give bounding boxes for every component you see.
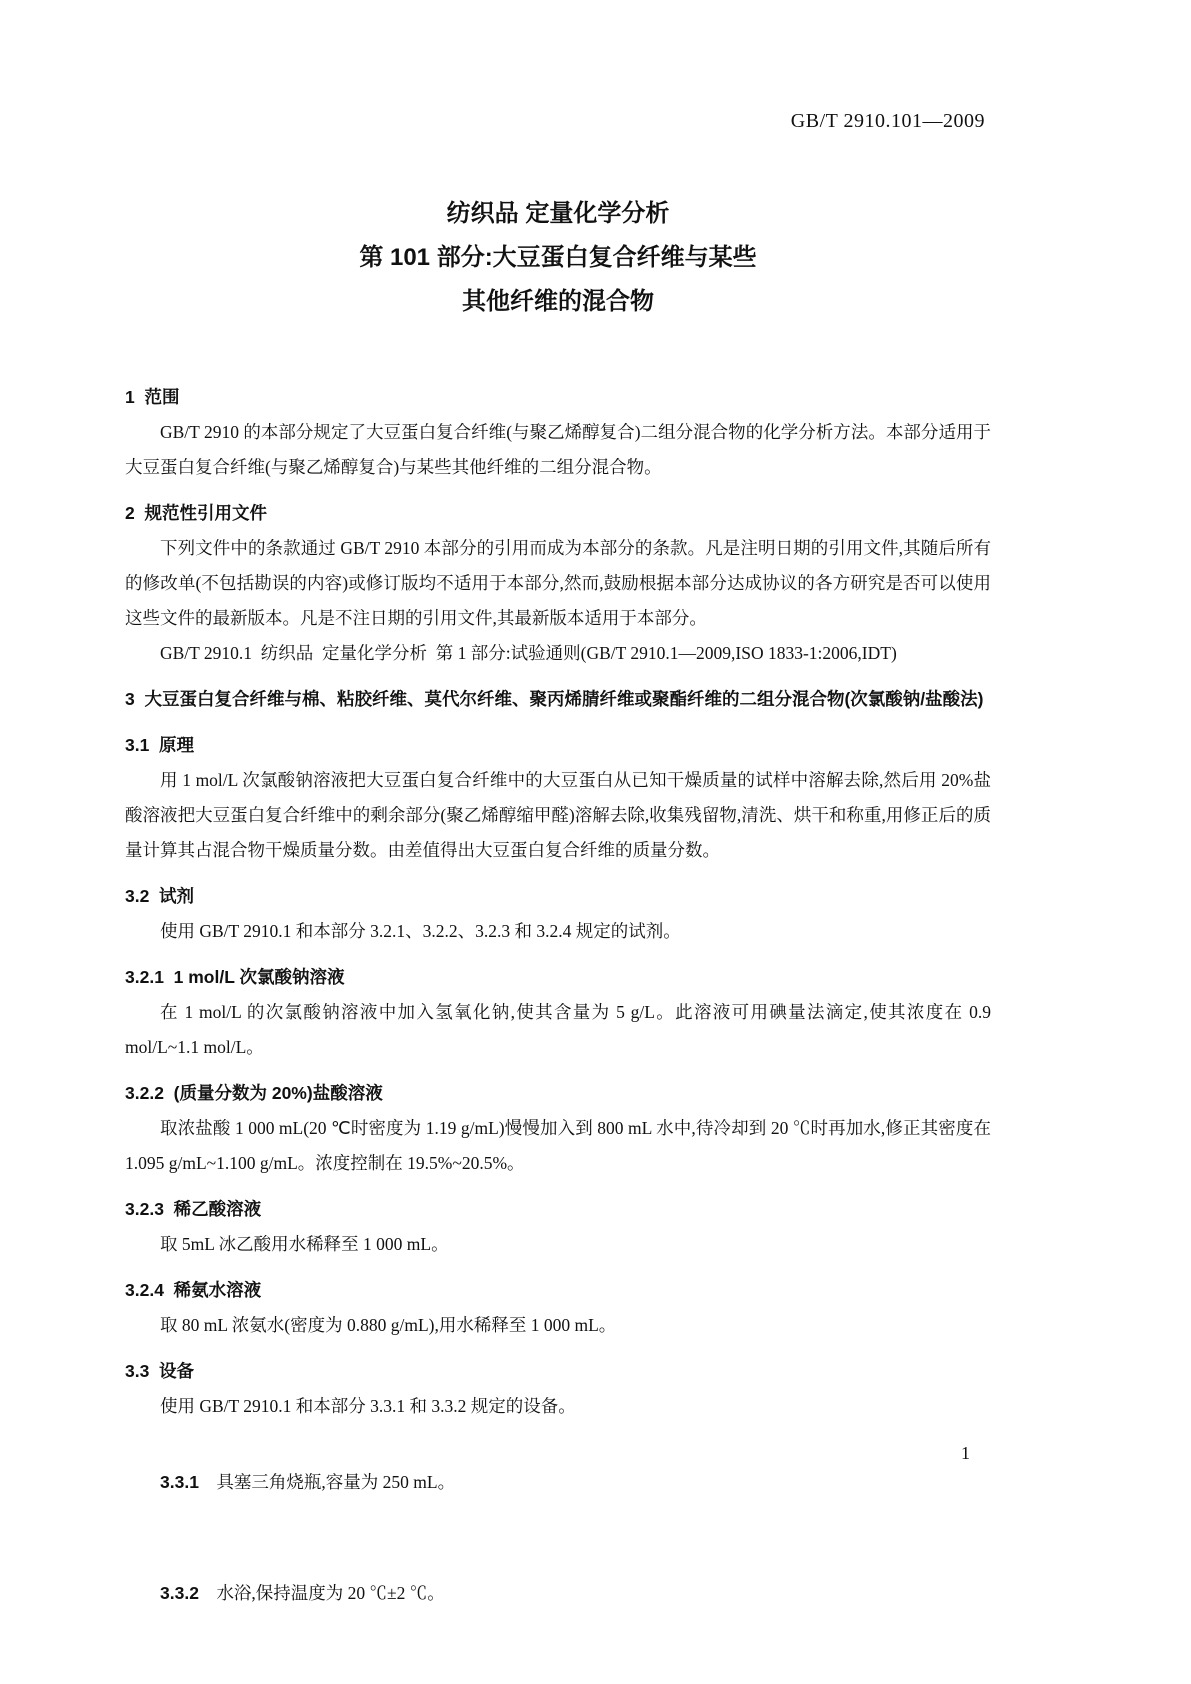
section-3-3-paragraph-1: 使用 GB/T 2910.1 和本部分 3.3.1 和 3.3.2 规定的设备。 [160,1396,576,1416]
section-3-2-1-heading: 3.2.1 1 mol/L 次氯酸钠溶液 [125,967,345,987]
section-3-1-paragraph-1: 用 1 mol/L 次氯酸钠溶液把大豆蛋白复合纤维中的大豆蛋白从已知干燥质量的试样中溶解去除,然后用 20%盐酸溶液把大豆蛋白复合纤维中的剩余部分(聚乙烯醇缩甲醛)溶解去除,收集残留物,清洗、烘干和称重,用修正后的质量计算其占混合物干燥质量分数。由差值得出大豆蛋白复合纤维的质量分数。 [125,770,991,860]
section-3-2-3-paragraph-1: 取 5mL 冰乙酸用水稀释至 1 000 mL。 [160,1234,449,1254]
clause-3-3-1-text: 具塞三角烧瓶,容量为 250 mL。 [216,1472,456,1492]
clause-3-3-1-number: 3.3.1 [160,1472,199,1492]
section-3-1-heading: 3.1 原理 [125,735,195,755]
clause-3-3-1 [125,1430,991,1535]
section-3-2-1-paragraph-1: 在 1 mol/L 的次氯酸钠溶液中加入氢氧化钠,使其含量为 5 g/L。此溶液可用碘量法滴定,使其浓度在 0.9 mol/L~1.1 mol/L。 [125,1002,996,1057]
section-2-heading: 2 规范性引用文件 [125,503,267,523]
clause-3-3-2-text: 水浴,保持温度为 20 ℃±2 ℃。 [216,1583,445,1603]
document-body [125,380,996,1646]
title-line-1: 纺织品 定量化学分析 [446,200,670,227]
title-line-3: 其他纤维的混合物 [462,288,654,315]
section-2-paragraph-1: 下列文件中的条款通过 GB/T 2910 本部分的引用而成为本部分的条款。凡是注明日期的引用文件,其随后所有的修改单(不包括勘误的内容)或修订版均不适用于本部分,然而,鼓励根据本部分达成协议的各方研究是否可以使用这些文件的最新版本。凡是不注日期的引用文件,其最新版本适用于本部分。 [125,538,991,628]
section-3-heading: 3 大豆蛋白复合纤维与棉、粘胶纤维、莫代尔纤维、聚丙烯腈纤维或聚酯纤维的二组分混合物(次氯酸钠/盐酸法) [125,689,984,709]
clause-3-3-2-number: 3.3.2 [160,1583,199,1603]
section-1-paragraph-1: GB/T 2910 的本部分规定了大豆蛋白复合纤维(与聚乙烯醇复合)二组分混合物的化学分析方法。本部分适用于大豆蛋白复合纤维(与聚乙烯醇复合)与某些其他纤维的二组分混合物。 [125,422,991,477]
section-3-2-2-heading: 3.2.2 (质量分数为 20%)盐酸溶液 [125,1083,383,1103]
section-3-3-heading: 3.3 设备 [125,1361,195,1381]
clause-3-3-2 [125,1541,991,1646]
page-content [125,192,996,1646]
section-1-heading: 1 范围 [125,387,180,407]
section-3-2-4-paragraph-1: 取 80 mL 浓氨水(密度为 0.880 g/mL),用水稀释至 1 000 mL。 [160,1315,617,1335]
section-3-2-4-heading: 3.2.4 稀氨水溶液 [125,1280,262,1300]
document-title [125,192,991,324]
title-line-2: 第 101 部分:大豆蛋白复合纤维与某些 [359,244,757,271]
section-3-2-3-heading: 3.2.3 稀乙酸溶液 [125,1199,262,1219]
section-3-2-paragraph-1: 使用 GB/T 2910.1 和本部分 3.2.1、3.2.2、3.2.3 和 3.2.4 规定的试剂。 [160,921,681,941]
standard-number: GB/T 2910.101—2009 [790,110,985,132]
section-3-2-heading: 3.2 试剂 [125,886,195,906]
section-3-2-2-paragraph-1: 取浓盐酸 1 000 mL(20 ℃时密度为 1.19 g/mL)慢慢加入到 800 mL 水中,待冷却到 20 ℃时再加水,修正其密度在 1.095 g/mL~1.100 g/mL。浓度控制在 19.5%~20.5%。 [125,1118,996,1173]
page-number: 1 [961,1443,970,1463]
section-2-reference: GB/T 2910.1 纺织品 定量化学分析 第 1 部分:试验通则(GB/T 2910.1—2009,ISO 1833-1:2006,IDT) [160,643,897,663]
